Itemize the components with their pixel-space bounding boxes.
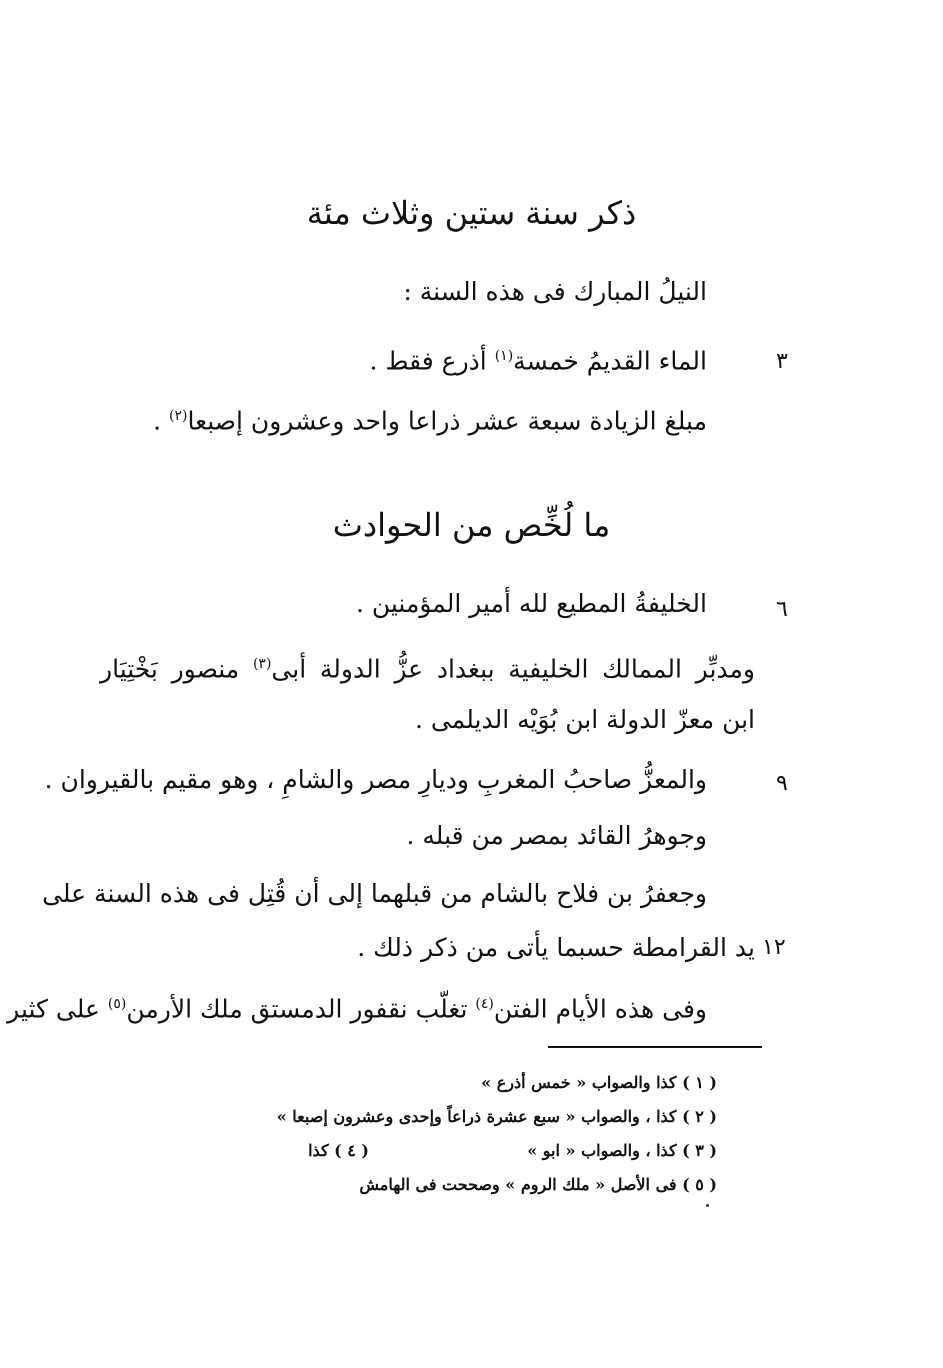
footnote-3: ( ٣ ) كذا ، والصواب « ابو » bbox=[527, 1141, 717, 1160]
footnote-4: ( ٤ ) كذا bbox=[308, 1141, 369, 1160]
text-line-jafar: وجعفرُ بن فلاح بالشام من قبلهما إلى أن قُتِل فى هذه السنة على bbox=[42, 879, 707, 908]
text-line-nikephoros bbox=[7, 986, 707, 1027]
footnote-2: ( ٢ ) كذا ، والصواب « سبع عشرة ذراعاً وإحدى وعشرون إصبعا » bbox=[276, 1107, 717, 1126]
text-line-administrator bbox=[100, 646, 755, 687]
text-line-old-water bbox=[370, 338, 708, 379]
footnote-ref-3: (٣) bbox=[252, 656, 272, 672]
text-increase-end: . bbox=[153, 406, 162, 436]
text-many: على كثير bbox=[7, 994, 100, 1024]
text-increase: مبلغ الزيادة سبعة عشر ذراعا واحد وعشرون إصبعا bbox=[187, 406, 707, 436]
text-fitan: وفى هذه الأيام الفتن bbox=[493, 994, 707, 1024]
text-line-qarmatians: يد القرامطة حسبما يأتى من ذكر ذلك . bbox=[357, 933, 755, 962]
text-line-increase bbox=[153, 398, 707, 439]
footnote-1: ( ١ ) كذا والصواب « خمس أذرع » bbox=[481, 1073, 717, 1092]
section-heading-events: ما لُخِّص من الحوادث bbox=[332, 506, 611, 544]
margin-number-6: ٦ bbox=[776, 597, 788, 622]
text-line-muizz: والمعزُّ صاحبُ المغربِ وديارِ مصر والشامِ ، وهو مقيم بالقيروان . bbox=[44, 765, 707, 794]
section-heading-year: ذكر سنة ستين وثلاث مئة bbox=[306, 194, 637, 232]
footnote-separator bbox=[548, 1046, 762, 1048]
text-line-jawhar: وجوهرُ القائد بمصر من قبله . bbox=[406, 821, 707, 850]
text-old-water: الماء القديمُ خمسة bbox=[513, 346, 707, 376]
footnote-ref-1: (١) bbox=[494, 348, 514, 364]
text-cubits: أذرع فقط . bbox=[369, 346, 487, 376]
margin-number-9: ٩ bbox=[776, 771, 788, 796]
text-administrator: ومدبِّر الممالك الخليفية ببغداد عزُّ الدولة أبى bbox=[271, 654, 755, 684]
text-line-caliph: الخليفةُ المطيع لله أمير المؤمنين . bbox=[355, 589, 707, 618]
footnote-ref-2: (٢) bbox=[169, 408, 188, 424]
text-line-nile-intro: النيلُ المبارك فى هذه السنة : bbox=[403, 277, 707, 306]
footnote-ref-5: (٥) bbox=[107, 996, 127, 1012]
print-speck bbox=[706, 1204, 709, 1207]
margin-number-3: ٣ bbox=[776, 349, 788, 374]
text-nikephoros: تغلّب نقفور الدمستق ملك الأرمن bbox=[126, 994, 468, 1024]
text-line-buyid: ابن معزّ الدولة ابن بُوَيْه الديلمى . bbox=[415, 705, 755, 734]
footnote-5: ( ٥ ) فى الأصل « ملك الروم » وصححت فى الهامش bbox=[359, 1175, 717, 1194]
text-bakhtiyar: منصور بَخْتِيَار bbox=[100, 654, 240, 684]
margin-number-12: ١٢ bbox=[762, 935, 786, 960]
footnote-ref-4: (٤) bbox=[475, 996, 494, 1012]
